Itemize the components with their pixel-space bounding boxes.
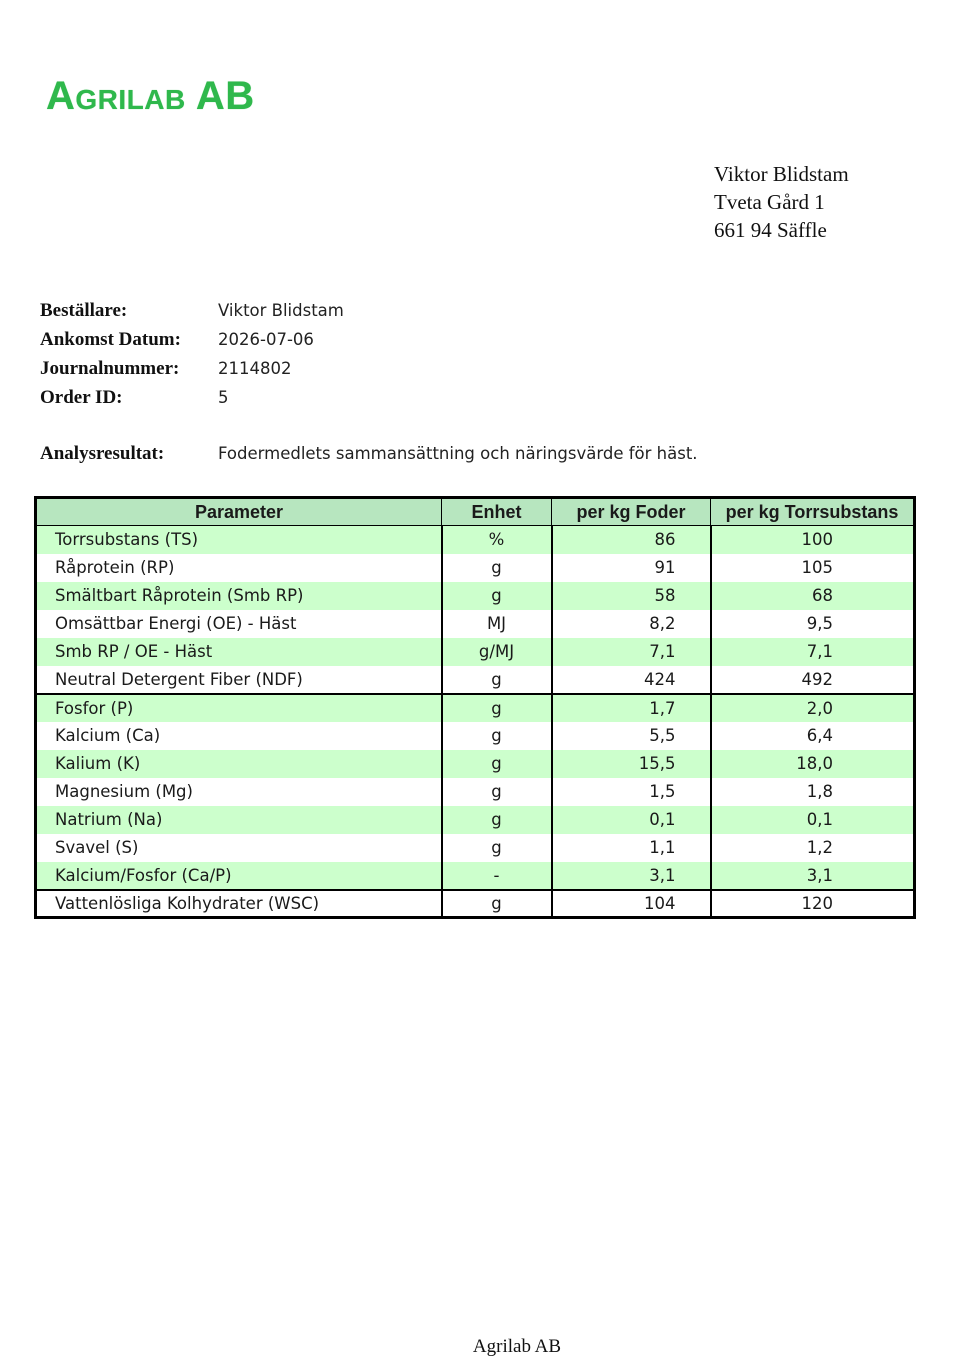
- recipient-street: Tveta Gård 1: [714, 190, 825, 214]
- table-row: [36, 526, 915, 554]
- header-per-kg-dry-matter: per kg Torrsubstans: [711, 498, 915, 526]
- order-id-label: Order ID:: [40, 387, 123, 408]
- table-header-row: [36, 498, 915, 526]
- cell-parameter: Kalium (K): [36, 750, 442, 778]
- cell-parameter: Neutral Detergent Fiber (NDF): [55, 669, 303, 689]
- cell-parameter: Fosfor (P): [36, 694, 442, 722]
- cell-unit: g: [442, 890, 552, 918]
- company-logo-text: Agrilab AB: [46, 74, 255, 118]
- table-row: [36, 722, 915, 750]
- cell-parameter: Omsättbar Energi (OE) - Häst: [55, 614, 297, 633]
- cell-per-kg-dry-matter: 105: [711, 554, 915, 582]
- cell-per-kg-feed: 8,2: [552, 610, 711, 638]
- cell-per-kg-feed: 58: [552, 582, 711, 610]
- cell-unit: %: [442, 526, 552, 554]
- cell-unit: MJ: [442, 610, 552, 638]
- cell-per-kg-dry-matter: 120: [711, 890, 915, 918]
- table-row: [36, 610, 915, 638]
- header-per-kg-feed: per kg Foder: [552, 498, 711, 526]
- recipient-name: Viktor Blidstam: [714, 162, 849, 186]
- table-row: [36, 554, 915, 582]
- recipient-address: [714, 160, 849, 244]
- cell-parameter: Magnesium (Mg): [55, 782, 193, 801]
- table-row: [36, 666, 915, 694]
- orderer-value: Viktor Blidstam: [218, 301, 344, 320]
- cell-per-kg-feed: 91: [552, 554, 711, 582]
- cell-per-kg-feed: 0,1: [552, 806, 711, 834]
- recipient-city: 661 94 Säffle: [714, 218, 827, 242]
- cell-unit: g: [442, 554, 552, 582]
- cell-per-kg-feed: 1,5: [552, 778, 711, 806]
- cell-per-kg-feed: 7,1: [552, 638, 711, 666]
- cell-parameter: Vattenlösliga Kolhydrater (WSC): [36, 890, 442, 918]
- cell-per-kg-feed: 1,1: [552, 834, 711, 862]
- cell-per-kg-dry-matter: 2,0: [711, 694, 915, 722]
- table-row: [36, 890, 915, 918]
- table-row: [36, 694, 915, 722]
- table-row: [36, 582, 915, 610]
- cell-per-kg-dry-matter: 6,4: [711, 722, 915, 750]
- cell-per-kg-dry-matter: 0,1: [711, 806, 915, 834]
- table-row: [36, 806, 915, 834]
- cell-per-kg-dry-matter: 68: [711, 582, 915, 610]
- cell-parameter: Torrsubstans (TS): [36, 526, 442, 554]
- cell-parameter: Kalcium/Fosfor (Ca/P): [36, 862, 442, 890]
- cell-per-kg-dry-matter: 18,0: [711, 750, 915, 778]
- analysis-table: [34, 496, 916, 919]
- cell-per-kg-dry-matter: 3,1: [711, 862, 915, 890]
- journal-number-value: 2114802: [218, 359, 292, 378]
- cell-per-kg-dry-matter: 9,5: [711, 610, 915, 638]
- cell-per-kg-feed: 15,5: [552, 750, 711, 778]
- cell-per-kg-dry-matter: 7,1: [711, 638, 915, 666]
- table-row: [36, 750, 915, 778]
- cell-per-kg-dry-matter: 100: [711, 526, 915, 554]
- journal-number-label: Journalnummer:: [40, 358, 180, 379]
- arrival-date-label: Ankomst Datum:: [40, 329, 181, 350]
- cell-unit: g: [442, 834, 552, 862]
- arrival-date-value: 2026-07-06: [218, 330, 314, 349]
- cell-unit: g: [442, 806, 552, 834]
- order-id-value: 5: [218, 388, 229, 407]
- footer-company: Agrilab AB: [472, 1336, 562, 1357]
- cell-parameter: Smältbart Råprotein (Smb RP): [36, 582, 442, 610]
- header-parameter: Parameter: [36, 498, 442, 526]
- cell-per-kg-dry-matter: 1,2: [711, 834, 915, 862]
- orderer-label: Beställare:: [40, 300, 128, 321]
- cell-parameter: Smb RP / OE - Häst: [36, 638, 442, 666]
- header-unit: Enhet: [442, 498, 552, 526]
- cell-per-kg-dry-matter: 492: [711, 666, 915, 694]
- cell-unit: -: [442, 862, 552, 890]
- company-logo: [46, 76, 255, 116]
- cell-parameter: Kalcium (Ca): [55, 726, 161, 745]
- cell-per-kg-feed: 86: [552, 526, 711, 554]
- table-row: [36, 638, 915, 666]
- cell-unit: g: [442, 722, 552, 750]
- cell-parameter: Svavel (S): [55, 838, 139, 857]
- table-row: [36, 834, 915, 862]
- cell-unit: g/MJ: [442, 638, 552, 666]
- table-row: [36, 862, 915, 890]
- cell-per-kg-dry-matter: 1,8: [711, 778, 915, 806]
- cell-per-kg-feed: 1,7: [552, 694, 711, 722]
- cell-unit: g: [442, 666, 552, 694]
- cell-unit: g: [442, 694, 552, 722]
- analysis-result-label: Analysresultat:: [40, 443, 165, 464]
- cell-parameter: Råprotein (RP): [55, 558, 175, 577]
- analysis-result-value: Fodermedlets sammansättning och näringsvärde för häst.: [218, 444, 698, 463]
- cell-parameter: Natrium (Na): [36, 806, 442, 834]
- cell-per-kg-feed: 424: [552, 666, 711, 694]
- cell-per-kg-feed: 3,1: [552, 862, 711, 890]
- cell-unit: g: [442, 582, 552, 610]
- cell-unit: g: [442, 750, 552, 778]
- table-row: [36, 778, 915, 806]
- cell-per-kg-feed: 5,5: [552, 722, 711, 750]
- cell-unit: g: [442, 778, 552, 806]
- cell-per-kg-feed: 104: [552, 890, 711, 918]
